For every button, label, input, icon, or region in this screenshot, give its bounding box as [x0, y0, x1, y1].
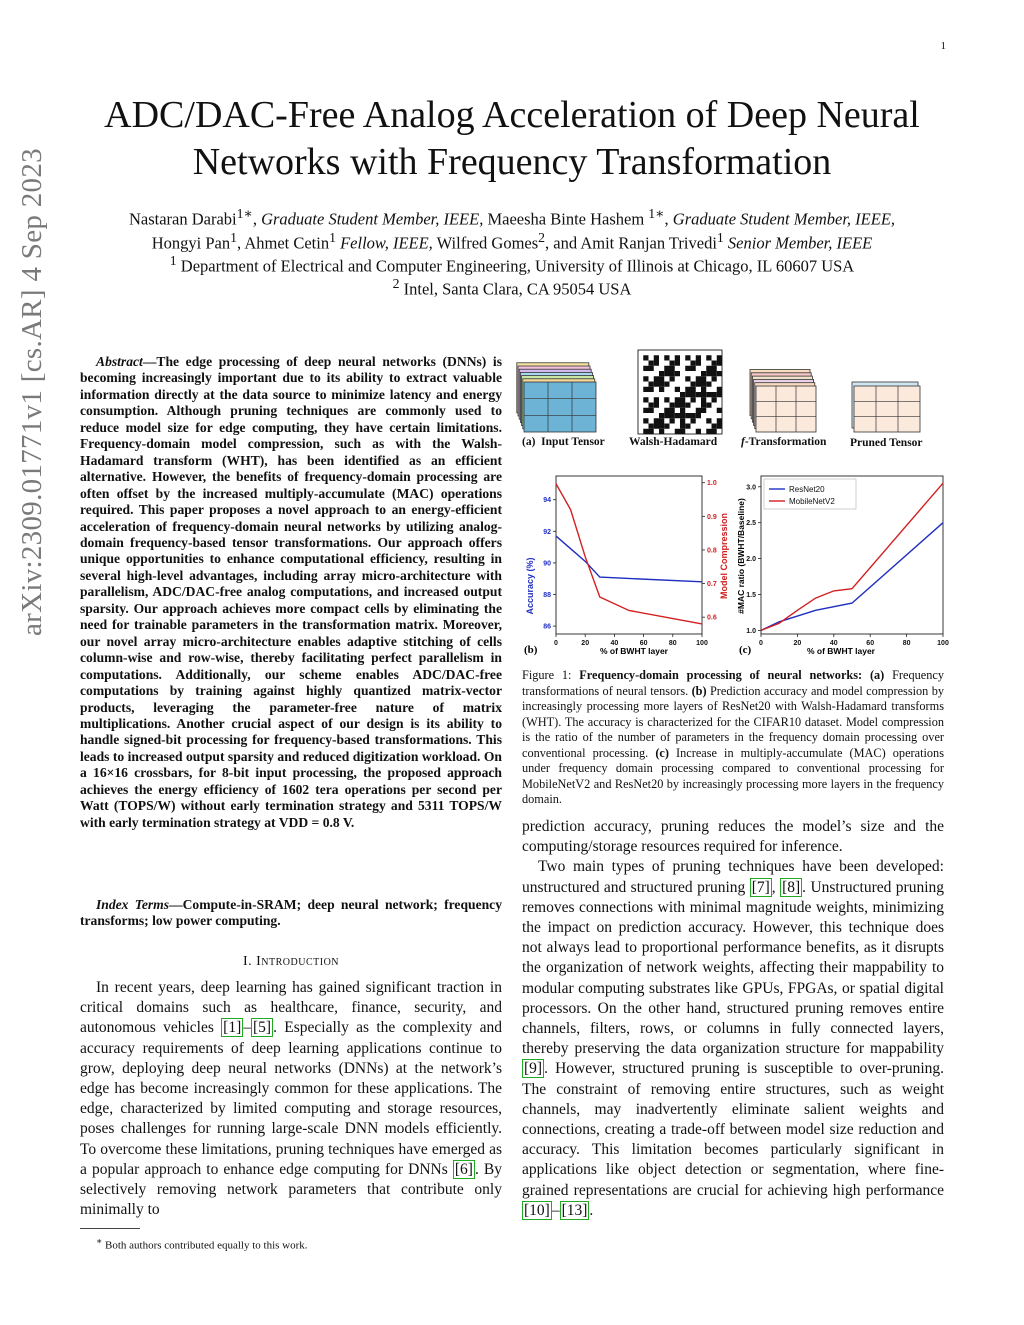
abstract-lead: Abstract: [96, 354, 143, 369]
wh-cell: [670, 408, 675, 413]
wh-cell: [717, 408, 722, 413]
wh-cell: [643, 397, 648, 402]
wh-cell: [670, 413, 675, 418]
wh-cell: [649, 403, 654, 408]
y-right-tick-label: 0.8: [707, 547, 717, 555]
wh-cell: [685, 392, 690, 397]
f-transformation-tensor-graphic: [750, 370, 816, 433]
wh-cell: [643, 418, 648, 423]
author-role: Graduate Student Member, IEEE,: [261, 209, 484, 229]
wh-cell: [691, 418, 696, 423]
wh-cell: [664, 424, 669, 429]
wh-cell: [664, 366, 669, 371]
wh-cell: [706, 392, 711, 397]
wh-cell: [696, 361, 701, 366]
wh-cell: [701, 392, 706, 397]
caption-bold: Frequency-domain processing of neural networks:: [579, 668, 863, 682]
author-name: Nastaran Darabi: [128, 209, 237, 229]
x-tick-label: 100: [696, 640, 708, 647]
affiliation-sup: 2: [392, 276, 400, 291]
wh-cell: [659, 387, 664, 392]
x-tick-label: 20: [581, 640, 590, 647]
wh-cell: [643, 408, 648, 413]
abstract-text: The edge processing of deep neural networks (DNNs) is becoming increasingly important due to its ability to extract valuable information directly at the data source to minimize latency and energy consumption. Although pruning techniques are commonly used to reduce model size for edge computing, they have certain limitations. Frequency-domain model compression, such as with the Walsh-Hadamard transform (WHT), has been identified as an efficient alternative. However, the benefits of frequency-domain processing are often offset by the increased multiply-accumulate (MAC) operations required. This paper proposes a novel approach to an energy-efficient acceleration of frequency-domain neural networks by utilizing analog-domain frequency-based tensor transformations. Our approach offers unique opportunities to enhance computational efficiency, resulting in several high-level advantages, including array micro-architecture with parallelism, ADC/DAC-free analog computations, and increased output sparsity. Our approach achieves more compact cells by eliminating the need for trainable parameters in the transformation matrix. Moreover, our novel array micro-architecture enables adaptive stitching of cells column-wise and row-wise, thereby facilitating perfect parallelism in computations. Additionally, our scheme enables ADC/DAC-free computations by training against highly quantized matrix-vector products, leveraging the parameter-free nature of matrix multiplications. Another crucial aspect of our design is its ability to handle signed-bit processing for frequency-based transformations. This leads to increased output sparsity and reduced digitization workload. On a 16×16 crossbars, for 8-bit input processing, the proposed approach achieves the energy efficiency of 1602 tera operations per second per Watt (TOPS/W) without early termination strategy and 5311 TOPS/W with early termination strategy at VDD = 0.8 V.: [80, 354, 502, 830]
affiliation-text: Department of Electrical and Computer Engineering, University of Illinois at Chicago, IL 60607 USA: [180, 256, 855, 276]
wh-cell: [649, 361, 654, 366]
text-run: In recent years, deep learning has gained significant traction in critical domains such as healthcare, finance, security, and autonomous vehicles: [80, 979, 502, 1037]
wh-cell: [685, 424, 690, 429]
text-run: .: [589, 1201, 594, 1219]
series-line-model-compression: [556, 484, 702, 624]
f-italic: f: [741, 436, 745, 448]
wh-cell: [643, 387, 648, 392]
wh-cell: [685, 366, 690, 371]
wh-cell: [706, 371, 711, 376]
wh-cell: [685, 376, 690, 381]
intro-body: [80, 978, 502, 1220]
wh-cell: [670, 403, 675, 408]
chart-c-ylabel: #MAC ratio (BWHT/Baseline): [736, 498, 746, 614]
wh-cell: [685, 387, 690, 392]
text-run: ,: [771, 878, 781, 896]
tensor-layer: [854, 386, 920, 432]
wh-cell: [654, 376, 659, 381]
x-tick-label: 60: [866, 640, 875, 647]
paragraph: [80, 978, 502, 1220]
wh-cell: [675, 361, 680, 366]
y-left-tick-label: 90: [543, 560, 551, 568]
wh-cell: [717, 371, 722, 376]
citation-link[interactable]: [13]: [561, 1201, 588, 1219]
caption-label: (a): [869, 668, 885, 682]
wh-cell: [675, 429, 680, 434]
index-terms: Index Terms—Compute-in-SRAM; deep neural network; frequency transforms; low power computing.: [80, 897, 502, 929]
x-tick-label: 100: [937, 640, 949, 647]
wh-cell: [717, 424, 722, 429]
wh-cell: [654, 418, 659, 423]
y-tick-label: 3.0: [746, 484, 756, 492]
wh-cell: [643, 429, 648, 434]
wh-cell: [680, 424, 685, 429]
wh-cell: [717, 392, 722, 397]
author-name: Wilfred Gomes: [436, 233, 539, 253]
caption-text: Frequency transformations of neural tensors.: [522, 668, 944, 698]
chart-c-legend: [764, 479, 856, 509]
author-sup: 1∗: [648, 206, 665, 221]
paragraph: prediction accuracy, pruning reduces the model’s size and the computing/storage resources required for inference.: [522, 818, 944, 856]
wh-cell: [680, 397, 685, 402]
wh-cell: [675, 403, 680, 408]
wh-cell: [685, 413, 690, 418]
wh-cell: [691, 387, 696, 392]
wh-cell: [701, 387, 706, 392]
y-right-tick-label: 0.6: [707, 614, 717, 622]
wh-cell: [680, 403, 685, 408]
author-role: Fellow, IEEE,: [340, 233, 433, 253]
affiliation-sup: 1: [169, 253, 177, 268]
wh-cell: [696, 429, 701, 434]
chart-c-xlabel: % of BWHT layer: [806, 646, 876, 656]
wh-cell: [691, 366, 696, 371]
wh-cell: [680, 392, 685, 397]
wh-cell: [654, 355, 659, 360]
wh-cell: [659, 376, 664, 381]
citation-link[interactable]: [8]: [782, 878, 801, 896]
y-left-tick-label: 88: [543, 592, 551, 599]
wh-cell: [712, 429, 717, 434]
wh-cell: [659, 382, 664, 387]
citation-link[interactable]: [1]: [223, 1019, 242, 1037]
panel-label-b: (b): [524, 644, 538, 656]
wh-cell: [706, 366, 711, 371]
wh-cell: [717, 387, 722, 392]
caption-label: (b): [691, 683, 707, 698]
y-left-tick-label: 94: [543, 497, 551, 505]
wh-cell: [696, 382, 701, 387]
wh-cell: [664, 371, 669, 376]
wh-cell: [680, 408, 685, 413]
y-right-tick-label: 0.7: [707, 581, 717, 589]
pruned-tensor-graphic: [852, 382, 920, 432]
footnote-rule: [80, 1228, 140, 1229]
citation-link[interactable]: [7]: [751, 878, 770, 896]
wh-cell: [717, 418, 722, 423]
wh-cell: [659, 418, 664, 423]
wh-cell: [680, 429, 685, 434]
wh-cell: [670, 371, 675, 376]
wh-cell: [659, 413, 664, 418]
wh-cell: [654, 424, 659, 429]
wh-cell: [701, 382, 706, 387]
wh-cell: [691, 382, 696, 387]
arxiv-id[interactable]: arXiv:2309.01771v1 [cs.AR] 4 Sep 2023: [16, 148, 48, 636]
wh-cell: [701, 403, 706, 408]
wh-cell: [712, 371, 717, 376]
right-column-body: [522, 817, 944, 1221]
wh-cell: [664, 382, 669, 387]
wh-cell: [691, 413, 696, 418]
wh-cell: [675, 371, 680, 376]
wh-cell: [675, 397, 680, 402]
x-tick-label: 60: [639, 640, 648, 647]
wh-cell: [701, 376, 706, 381]
wh-cell: [691, 397, 696, 402]
wh-cell: [685, 403, 690, 408]
wh-cell: [649, 429, 654, 434]
wh-cell: [680, 413, 685, 418]
author-name: Maeesha Binte Hashem: [487, 209, 645, 229]
author-line-1: Nastaran Darabi$^{1∗}$, Graduate Student Member, IEEE, Maeesha Binte Hashem $^{1∗}$, Graduate Student Member, IEEE,: [128, 206, 896, 229]
series-line-accuracy: [556, 536, 702, 582]
wh-cell: [643, 355, 648, 360]
wh-cell: [691, 392, 696, 397]
tensor-layer: [756, 386, 816, 432]
citation-link[interactable]: [6]: [454, 1160, 473, 1178]
chart-b-xlabel: % of BWHT layer: [599, 646, 669, 656]
wh-cell: [654, 397, 659, 402]
x-tick-label: 40: [829, 640, 838, 647]
x-tick-label: 20: [793, 640, 802, 647]
wh-cell: [712, 397, 717, 402]
text-run: . Especially as the complexity and accuracy requirements of deep learning applications continue to grow, deploying deep neural networks (DNNs) at the network’s edge has become increasingly common for these applications. The edge, characterized by limited computing and storage resources, poses challenges for running large-scale DNN models efficiently. To overcome these limitations, pruning techniques have emerged as a popular approach to enhance edge computing for DNNs: [80, 1019, 502, 1178]
y-right-tick-label: 0.9: [707, 513, 717, 521]
wh-cell: [701, 397, 706, 402]
wh-cell: [670, 418, 675, 423]
wh-cell: [696, 376, 701, 381]
wh-cell: [670, 376, 675, 381]
caption-text: Prediction accuracy and model compression by increasingly processing more layers of ResNet20 with Walsh-Hadamard transforms (WHT). The accuracy is characterized for the CIFAR10 dataset. Model compression is the ratio of the number of parameters in the frequency domain processing over conventional processing.: [522, 683, 945, 760]
author-sup: 2: [538, 230, 546, 245]
figure-label-a: [522, 436, 605, 448]
wh-cell: [675, 355, 680, 360]
wh-cell: [654, 403, 659, 408]
figure-caption: [522, 668, 944, 808]
y-tick-label: 2.5: [746, 520, 756, 528]
wh-cell: [712, 424, 717, 429]
wh-cell: [706, 429, 711, 434]
caption-text: Increase in multiply-accumulate (MAC) operations under frequency domain processing compared to conventional processing for MobileNetV2 and ResNet20 by increasingly processing more layers in the frequency domain.: [522, 745, 944, 806]
f-transformation-label: [741, 436, 826, 448]
wh-cell: [701, 408, 706, 413]
wh-cell: [712, 392, 717, 397]
y-left-tick-label: 86: [543, 623, 551, 631]
wh-cell: [712, 366, 717, 371]
wh-cell: [654, 382, 659, 387]
citation-link[interactable]: [10]: [524, 1201, 550, 1219]
input-tensor-label: Input Tensor: [541, 436, 605, 448]
footnote-text: Both authors contributed equally to this work.: [104, 1239, 308, 1252]
wh-cell: [675, 387, 680, 392]
wh-cell: [649, 408, 654, 413]
index-terms-text: Compute-in-SRAM; deep neural network; frequency transforms; low power computing.: [80, 897, 502, 929]
wh-cell: [706, 355, 711, 360]
author-sup: 1: [716, 230, 724, 245]
legend-label: ResNet20: [789, 485, 825, 494]
walsh-hadamard-matrix-graphic: [638, 350, 722, 434]
wh-cell: [696, 355, 701, 360]
wh-cell: [696, 413, 701, 418]
wh-cell: [717, 355, 722, 360]
wh-cell: [670, 366, 675, 371]
y-right-tick-label: 1.0: [707, 480, 717, 488]
wh-cell: [701, 371, 706, 376]
y-tick-label: 2.0: [746, 556, 756, 564]
wh-cell: [664, 355, 669, 360]
series-line-resnet20: [761, 523, 943, 631]
paper-title: ADC/DAC-Free Analog Acceleration of Deep Neural Networks with Frequency Transformation: [104, 94, 920, 183]
x-tick-label: 0: [554, 640, 558, 647]
author-name: Hongyi Pan: [151, 233, 231, 253]
author-name: Ahmet Cetin: [244, 233, 330, 253]
wh-cell: [659, 371, 664, 376]
walsh-hadamard-label: Walsh-Hadamard: [629, 436, 718, 448]
text-run: . Unstructured pruning removes connections with minimal magnitude weights, minimizing the impact on prediction accuracy. However, this technique does not always lead to proportional performance benefits, as it disrupts the organization of network weights, affecting their mappability to modular computing substrates like GPUs, FPGAs, or spatial digital processors. On the other hand, structured pruning removes entire channels, filters, rows, or columns in fully connected layers, thereby preserving the data organization structure for mappability: [522, 878, 945, 1058]
author-role: Senior Member, IEEE: [727, 233, 873, 253]
input-tensor-graphic: [517, 363, 596, 432]
chart-b-ylabel-right: Model Compression: [719, 512, 729, 600]
wh-cell: [649, 424, 654, 429]
wh-cell: [670, 361, 675, 366]
tensor-layer: [524, 382, 596, 432]
f-transformation-text: -Transformation: [744, 436, 827, 448]
wh-cell: [664, 408, 669, 413]
y-tick-label: 1.0: [746, 627, 756, 635]
wh-cell: [706, 382, 711, 387]
affiliation-text: Intel, Santa Clara, CA 95054 USA: [403, 279, 632, 299]
wh-cell: [717, 361, 722, 366]
wh-cell: [712, 361, 717, 366]
author-name: and Amit Ranjan Trivedi: [553, 233, 717, 253]
wh-cell: [696, 408, 701, 413]
wh-cell: [649, 387, 654, 392]
footnote-sup: ∗: [96, 1236, 103, 1246]
wh-cell: [659, 429, 664, 434]
y-left-tick-label: 92: [543, 528, 551, 536]
x-tick-label: 0: [759, 640, 763, 647]
affiliation-1: [40, 253, 984, 277]
wh-cell: [649, 366, 654, 371]
abstract: Abstract—The edge processing of deep neural networks (DNNs) is becoming increasingly important due to its ability to extract valuable information directly at the data source to minimize latency and energy consumption. Although pruning techniques are commonly used to reduce model size for edge computing, they have certain limitations. Frequency-domain model compression, such as with the Walsh-Hadamard transform (WHT), has been identified as an efficient alternative. However, the benefits of frequency-domain processing are often offset by the increased multiply-accumulate (MAC) operations required. This paper proposes a novel approach to an energy-efficient acceleration of frequency-domain neural networks by utilizing analog-domain frequency-based tensor transformations. Our approach offers unique opportunities to enhance computational efficiency, resulting in several high-level advantages, including array micro-architecture with parallelism, ADC/DAC-free analog computations, and increased output sparsity. Our approach achieves more compact cells by eliminating the need for trainable parameters in the transformation matrix. Moreover, our novel array micro-architecture enables adaptive stitching of cells column-wise and row-wise, thereby facilitating perfect parallelism in computations. Additionally, our scheme enables ADC/DAC-free computations by training against highly quantized matrix-vector products, leveraging the parameter-free nature of matrix multiplications. Another crucial aspect of our design is its ability to handle signed-bit processing for frequency-based transformations. This leads to increased output sparsity and reduced digitization workload. On a 16×16 crossbars, for 8-bit input processing, the proposed approach achieves the energy efficiency of 1602 tera operations per second per Watt (TOPS/W) without early termination strategy and 5311 TOPS/W with early termination strategy at VDD = 0.8 V.: [80, 354, 502, 830]
text-run: –: [243, 1019, 251, 1037]
author-sup: 1: [230, 230, 237, 245]
wh-cell: [712, 376, 717, 381]
chart-c: [733, 468, 947, 660]
wh-cell: [654, 361, 659, 366]
text-run: . However, structured pruning is susceptible to over-pruning. The constraint of removing entire structures, such as weight channels, may inadvertently eliminate salient weights and connections, creating a trade-off between model size reduction and accuracy. This limitation becomes particularly significant in applications like object detection or segmentation, where fine-grained representations are crucial for achieving high performance: [522, 1060, 944, 1199]
legend-label: MobileNetV2: [789, 497, 835, 506]
panel-label: (a): [522, 436, 536, 448]
wh-cell: [680, 418, 685, 423]
citation-link[interactable]: [9]: [524, 1060, 543, 1078]
author-role: Graduate Student Member, IEEE,: [672, 209, 896, 229]
x-tick-label: 40: [610, 640, 619, 647]
wh-cell: [649, 382, 654, 387]
author-line-2: Hongyi Pan$^1$, Ahmet Cetin$^1$ Fellow, IEEE, Wilfred Gomes$^2$, and Amit Ranjan Trivedi$^1$ Senior Member, IEEE: [151, 230, 873, 253]
wh-cell: [685, 355, 690, 360]
chart-b-ylabel-left: Accuracy (%): [525, 557, 535, 615]
footnote: [80, 1236, 518, 1252]
author-sup: 1∗: [236, 206, 253, 221]
wh-cell: [643, 366, 648, 371]
paragraph: [522, 857, 944, 1221]
wh-cell: [706, 403, 711, 408]
section-heading: I. Introduction: [242, 954, 340, 969]
y-tick-label: 1.5: [746, 592, 756, 599]
wh-cell: [659, 424, 664, 429]
text-run: –: [551, 1201, 560, 1219]
panel-label-c: (c): [739, 644, 752, 656]
wh-cell: [664, 413, 669, 418]
text-run: Two main types of pruning techniques have been developed: unstructured and structured pruning: [522, 858, 944, 896]
wh-cell: [696, 392, 701, 397]
chart-b: [518, 468, 728, 660]
x-tick-label: 80: [668, 640, 677, 647]
affiliation-2: [40, 276, 984, 300]
caption-prefix: Figure 1:: [522, 668, 580, 682]
pruned-tensor-label: Pruned Tensor: [850, 437, 923, 449]
citation-link[interactable]: [5]: [253, 1019, 272, 1037]
author-sup: 1: [329, 230, 336, 245]
wh-cell: [706, 418, 711, 423]
caption-label: (c): [655, 745, 669, 760]
wh-cell: [643, 376, 648, 381]
index-terms-lead: Index Terms: [96, 897, 170, 912]
x-tick-label: 80: [902, 640, 911, 647]
text-run: . By selectively removing network parameters that contribute only minimally to: [80, 1160, 502, 1219]
wh-cell: [664, 397, 669, 402]
wh-cell: [675, 413, 680, 418]
page-number: 1: [940, 40, 946, 52]
wh-cell: [691, 361, 696, 366]
